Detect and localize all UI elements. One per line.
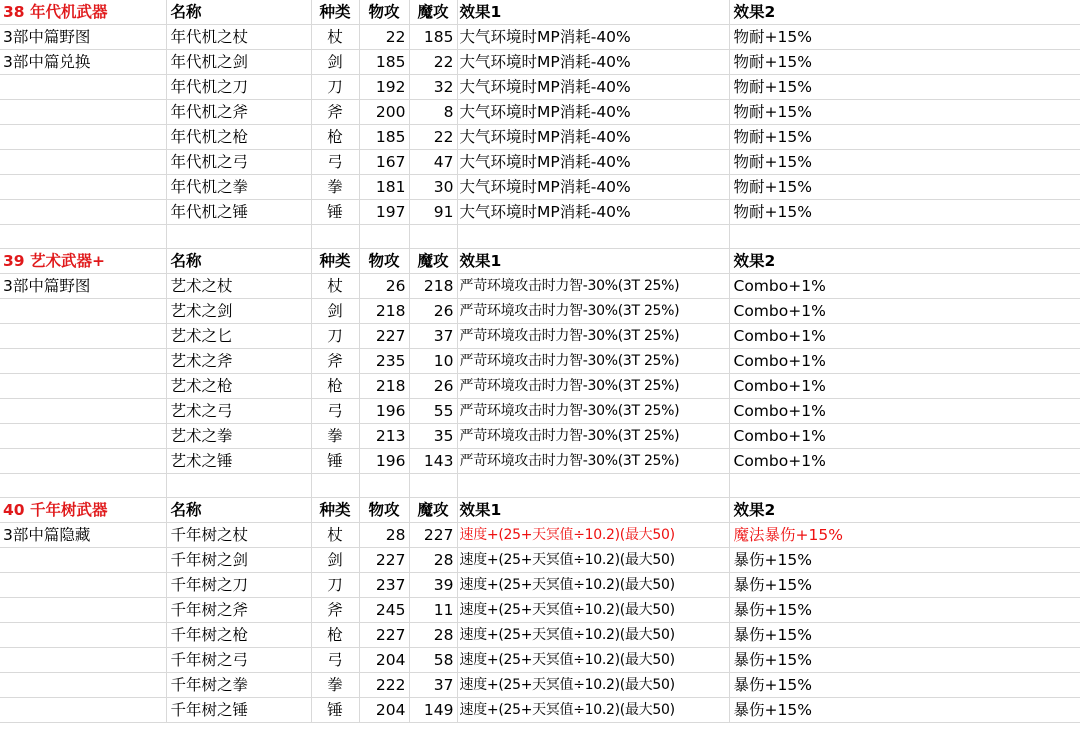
physical-attack[interactable]: 237 [359, 573, 409, 598]
empty-row [0, 474, 1080, 498]
source-cell[interactable] [0, 324, 166, 349]
magic-attack[interactable]: 28 [409, 623, 457, 648]
table-row [0, 200, 1080, 225]
physical-attack[interactable]: 204 [359, 648, 409, 673]
effect1[interactable]: 大气环境时MP消耗-40% [457, 175, 729, 200]
magic-attack[interactable]: 185 [409, 25, 457, 50]
effect1[interactable]: 大气环境时MP消耗-40% [457, 100, 729, 125]
effect1[interactable]: 速度+(25+天冥值÷10.2)(最大50) [457, 648, 729, 673]
table-row [0, 274, 1080, 299]
table-row [0, 75, 1080, 100]
magic-attack[interactable]: 11 [409, 598, 457, 623]
physical-attack[interactable]: 245 [359, 598, 409, 623]
section-header-row [0, 249, 1080, 274]
weapon-type[interactable]: 杖 [311, 274, 359, 299]
physical-attack[interactable]: 204 [359, 698, 409, 723]
header-effect2[interactable]: 效果2 [729, 498, 1080, 523]
effect1[interactable]: 速度+(25+天冥值÷10.2)(最大50) [457, 698, 729, 723]
effect2[interactable]: Combo+1% [729, 349, 1080, 374]
physical-attack[interactable]: 196 [359, 449, 409, 474]
table-row [0, 175, 1080, 200]
weapon-type[interactable]: 枪 [311, 125, 359, 150]
magic-attack[interactable]: 37 [409, 673, 457, 698]
physical-attack[interactable]: 28 [359, 523, 409, 548]
effect1[interactable]: 严苛环境攻击时力智-30%(3T 25%) [457, 324, 729, 349]
weapon-type[interactable]: 斧 [311, 100, 359, 125]
weapon-name[interactable]: 千年树之剑 [166, 548, 311, 573]
effect2[interactable]: 物耐+15% [729, 75, 1080, 100]
weapon-name[interactable]: 年代机之斧 [166, 100, 311, 125]
effect1[interactable]: 严苛环境攻击时力智-30%(3T 25%) [457, 274, 729, 299]
magic-attack[interactable]: 22 [409, 125, 457, 150]
physical-attack[interactable]: 22 [359, 25, 409, 50]
header-effect1[interactable]: 效果1 [457, 249, 729, 274]
weapon-type[interactable]: 锤 [311, 449, 359, 474]
table-row [0, 349, 1080, 374]
empty-cell[interactable] [729, 474, 1080, 498]
header-type[interactable]: 种类 [311, 249, 359, 274]
effect2[interactable]: 物耐+15% [729, 175, 1080, 200]
empty-cell[interactable] [409, 225, 457, 249]
physical-attack[interactable]: 227 [359, 324, 409, 349]
source-cell[interactable]: 3部中篇野图 [0, 25, 166, 50]
weapon-name[interactable]: 千年树之弓 [166, 648, 311, 673]
effect2[interactable]: 暴伤+15% [729, 648, 1080, 673]
magic-attack[interactable]: 47 [409, 150, 457, 175]
weapon-type[interactable]: 拳 [311, 673, 359, 698]
weapon-name[interactable]: 千年树之刀 [166, 573, 311, 598]
table-row [0, 25, 1080, 50]
magic-attack[interactable]: 22 [409, 50, 457, 75]
empty-row [0, 225, 1080, 249]
header-effect1[interactable]: 效果1 [457, 0, 729, 25]
header-type[interactable]: 种类 [311, 0, 359, 25]
source-cell[interactable] [0, 698, 166, 723]
weapon-type[interactable]: 弓 [311, 648, 359, 673]
weapon-type[interactable]: 拳 [311, 424, 359, 449]
physical-attack[interactable]: 181 [359, 175, 409, 200]
empty-cell[interactable] [457, 474, 729, 498]
effect2[interactable]: 物耐+15% [729, 200, 1080, 225]
table-row [0, 324, 1080, 349]
header-effect2[interactable]: 效果2 [729, 0, 1080, 25]
weapon-name[interactable]: 千年树之锤 [166, 698, 311, 723]
empty-cell[interactable] [166, 225, 311, 249]
weapon-name[interactable]: 艺术之弓 [166, 399, 311, 424]
effect1[interactable]: 严苛环境攻击时力智-30%(3T 25%) [457, 449, 729, 474]
effect2[interactable]: 物耐+15% [729, 125, 1080, 150]
weapon-name[interactable]: 艺术之杖 [166, 274, 311, 299]
effect2[interactable]: Combo+1% [729, 449, 1080, 474]
effect2[interactable]: 暴伤+15% [729, 698, 1080, 723]
physical-attack[interactable]: 192 [359, 75, 409, 100]
physical-attack[interactable]: 185 [359, 50, 409, 75]
effect2[interactable]: Combo+1% [729, 399, 1080, 424]
weapon-name[interactable]: 艺术之拳 [166, 424, 311, 449]
table-row [0, 548, 1080, 573]
weapon-name[interactable]: 艺术之剑 [166, 299, 311, 324]
effect1[interactable]: 严苛环境攻击时力智-30%(3T 25%) [457, 299, 729, 324]
source-cell[interactable] [0, 399, 166, 424]
weapon-type[interactable]: 剑 [311, 299, 359, 324]
source-cell[interactable] [0, 75, 166, 100]
effect1[interactable]: 速度+(25+天冥值÷10.2)(最大50) [457, 673, 729, 698]
effect2[interactable]: Combo+1% [729, 274, 1080, 299]
source-cell[interactable] [0, 125, 166, 150]
source-cell[interactable] [0, 548, 166, 573]
weapon-type[interactable]: 刀 [311, 573, 359, 598]
magic-attack[interactable]: 143 [409, 449, 457, 474]
weapon-name[interactable]: 年代机之剑 [166, 50, 311, 75]
header-matk[interactable]: 魔攻 [409, 498, 457, 523]
effect1[interactable]: 严苛环境攻击时力智-30%(3T 25%) [457, 424, 729, 449]
header-type[interactable]: 种类 [311, 498, 359, 523]
weapon-name[interactable]: 千年树之拳 [166, 673, 311, 698]
weapon-type[interactable]: 剑 [311, 548, 359, 573]
effect1[interactable]: 大气环境时MP消耗-40% [457, 125, 729, 150]
effect1[interactable]: 严苛环境攻击时力智-30%(3T 25%) [457, 374, 729, 399]
header-effect1[interactable]: 效果1 [457, 498, 729, 523]
weapon-name[interactable]: 艺术之匕 [166, 324, 311, 349]
weapon-name[interactable]: 千年树之斧 [166, 598, 311, 623]
magic-attack[interactable]: 39 [409, 573, 457, 598]
weapon-name[interactable]: 年代机之拳 [166, 175, 311, 200]
source-cell[interactable] [0, 100, 166, 125]
header-name[interactable]: 名称 [166, 498, 311, 523]
weapon-type[interactable]: 杖 [311, 25, 359, 50]
effect2[interactable]: 暴伤+15% [729, 598, 1080, 623]
weapon-type[interactable]: 刀 [311, 75, 359, 100]
physical-attack[interactable]: 227 [359, 548, 409, 573]
physical-attack[interactable]: 197 [359, 200, 409, 225]
empty-cell[interactable] [409, 474, 457, 498]
physical-attack[interactable]: 26 [359, 274, 409, 299]
section-title[interactable]: 40 千年树武器 [0, 498, 166, 523]
physical-attack[interactable]: 227 [359, 623, 409, 648]
weapon-type[interactable]: 弓 [311, 399, 359, 424]
empty-cell[interactable] [311, 474, 359, 498]
effect1[interactable]: 大气环境时MP消耗-40% [457, 50, 729, 75]
magic-attack[interactable]: 26 [409, 374, 457, 399]
magic-attack[interactable]: 91 [409, 200, 457, 225]
empty-cell[interactable] [359, 225, 409, 249]
table-row [0, 449, 1080, 474]
weapon-type[interactable]: 弓 [311, 150, 359, 175]
section-title[interactable]: 39 艺术武器+ [0, 249, 166, 274]
magic-attack[interactable]: 37 [409, 324, 457, 349]
effect1[interactable]: 大气环境时MP消耗-40% [457, 75, 729, 100]
physical-attack[interactable]: 235 [359, 349, 409, 374]
physical-attack[interactable]: 218 [359, 299, 409, 324]
empty-cell[interactable] [729, 225, 1080, 249]
weapon-name[interactable]: 年代机之杖 [166, 25, 311, 50]
table-row [0, 573, 1080, 598]
weapon-type[interactable]: 拳 [311, 175, 359, 200]
physical-attack[interactable]: 213 [359, 424, 409, 449]
magic-attack[interactable]: 218 [409, 274, 457, 299]
effect2[interactable]: Combo+1% [729, 374, 1080, 399]
magic-attack[interactable]: 227 [409, 523, 457, 548]
source-cell[interactable] [0, 673, 166, 698]
empty-cell[interactable] [166, 474, 311, 498]
magic-attack[interactable]: 26 [409, 299, 457, 324]
weapon-type[interactable]: 刀 [311, 324, 359, 349]
physical-attack[interactable]: 185 [359, 125, 409, 150]
table-row [0, 698, 1080, 723]
header-patk[interactable]: 物攻 [359, 249, 409, 274]
table-row [0, 100, 1080, 125]
effect2[interactable]: 物耐+15% [729, 150, 1080, 175]
weapon-name[interactable]: 年代机之刀 [166, 75, 311, 100]
magic-attack[interactable]: 35 [409, 424, 457, 449]
magic-attack[interactable]: 28 [409, 548, 457, 573]
table-row [0, 150, 1080, 175]
header-effect2[interactable]: 效果2 [729, 249, 1080, 274]
empty-cell[interactable] [311, 225, 359, 249]
weapon-name[interactable]: 年代机之枪 [166, 125, 311, 150]
magic-attack[interactable]: 149 [409, 698, 457, 723]
header-matk[interactable]: 魔攻 [409, 249, 457, 274]
source-cell[interactable]: 3部中篇野图 [0, 274, 166, 299]
effect1[interactable]: 速度+(25+天冥值÷10.2)(最大50) [457, 598, 729, 623]
source-cell[interactable] [0, 449, 166, 474]
magic-attack[interactable]: 30 [409, 175, 457, 200]
section-title[interactable]: 38 年代机武器 [0, 0, 166, 25]
empty-cell[interactable] [457, 225, 729, 249]
section-header-row [0, 0, 1080, 25]
empty-cell[interactable] [0, 225, 166, 249]
table-row [0, 623, 1080, 648]
effect1[interactable]: 速度+(25+天冥值÷10.2)(最大50) [457, 573, 729, 598]
physical-attack[interactable]: 200 [359, 100, 409, 125]
magic-attack[interactable]: 8 [409, 100, 457, 125]
effect1[interactable]: 严苛环境攻击时力智-30%(3T 25%) [457, 399, 729, 424]
header-patk[interactable]: 物攻 [359, 498, 409, 523]
effect1[interactable]: 大气环境时MP消耗-40% [457, 150, 729, 175]
weapon-name[interactable]: 年代机之弓 [166, 150, 311, 175]
effect1[interactable]: 严苛环境攻击时力智-30%(3T 25%) [457, 349, 729, 374]
effect2[interactable]: Combo+1% [729, 424, 1080, 449]
effect1[interactable]: 速度+(25+天冥值÷10.2)(最大50) [457, 523, 729, 548]
effect2[interactable]: 物耐+15% [729, 100, 1080, 125]
source-cell[interactable] [0, 349, 166, 374]
table-row [0, 374, 1080, 399]
source-cell[interactable] [0, 299, 166, 324]
magic-attack[interactable]: 58 [409, 648, 457, 673]
weapon-type[interactable]: 斧 [311, 598, 359, 623]
weapon-type[interactable]: 杖 [311, 523, 359, 548]
source-cell[interactable] [0, 374, 166, 399]
weapon-name[interactable]: 艺术之枪 [166, 374, 311, 399]
physical-attack[interactable]: 167 [359, 150, 409, 175]
weapon-type[interactable]: 枪 [311, 623, 359, 648]
source-cell[interactable] [0, 150, 166, 175]
magic-attack[interactable]: 32 [409, 75, 457, 100]
section-header-row [0, 498, 1080, 523]
table-row [0, 523, 1080, 548]
header-name[interactable]: 名称 [166, 0, 311, 25]
physical-attack[interactable]: 218 [359, 374, 409, 399]
effect1[interactable]: 大气环境时MP消耗-40% [457, 25, 729, 50]
effect2[interactable]: 暴伤+15% [729, 623, 1080, 648]
effect2[interactable]: Combo+1% [729, 299, 1080, 324]
weapon-name[interactable]: 艺术之锤 [166, 449, 311, 474]
header-name[interactable]: 名称 [166, 249, 311, 274]
source-cell[interactable] [0, 623, 166, 648]
empty-cell[interactable] [0, 474, 166, 498]
table-row [0, 50, 1080, 75]
effect2[interactable]: 魔法暴伤+15% [729, 523, 1080, 548]
source-cell[interactable] [0, 424, 166, 449]
effect2[interactable]: 暴伤+15% [729, 673, 1080, 698]
weapon-type[interactable]: 锤 [311, 200, 359, 225]
physical-attack[interactable]: 196 [359, 399, 409, 424]
weapon-name[interactable]: 千年树之枪 [166, 623, 311, 648]
source-cell[interactable]: 3部中篇兑换 [0, 50, 166, 75]
magic-attack[interactable]: 10 [409, 349, 457, 374]
table-row [0, 598, 1080, 623]
source-cell[interactable] [0, 598, 166, 623]
source-cell[interactable] [0, 573, 166, 598]
effect1[interactable]: 速度+(25+天冥值÷10.2)(最大50) [457, 548, 729, 573]
source-cell[interactable]: 3部中篇隐藏 [0, 523, 166, 548]
table-row [0, 399, 1080, 424]
weapon-type[interactable]: 枪 [311, 374, 359, 399]
weapon-type[interactable]: 剑 [311, 50, 359, 75]
header-matk[interactable]: 魔攻 [409, 0, 457, 25]
physical-attack[interactable]: 222 [359, 673, 409, 698]
effect1[interactable]: 速度+(25+天冥值÷10.2)(最大50) [457, 623, 729, 648]
weapon-name[interactable]: 千年树之杖 [166, 523, 311, 548]
source-cell[interactable] [0, 200, 166, 225]
empty-cell[interactable] [359, 474, 409, 498]
effect2[interactable]: 暴伤+15% [729, 548, 1080, 573]
source-cell[interactable] [0, 175, 166, 200]
table-row [0, 673, 1080, 698]
table-row [0, 125, 1080, 150]
weapon-type[interactable]: 斧 [311, 349, 359, 374]
table-row [0, 424, 1080, 449]
effect2[interactable]: Combo+1% [729, 324, 1080, 349]
weapon-name[interactable]: 艺术之斧 [166, 349, 311, 374]
weapon-name[interactable]: 年代机之锤 [166, 200, 311, 225]
effect2[interactable]: 暴伤+15% [729, 573, 1080, 598]
source-cell[interactable] [0, 648, 166, 673]
effect2[interactable]: 物耐+15% [729, 50, 1080, 75]
magic-attack[interactable]: 55 [409, 399, 457, 424]
table-row [0, 299, 1080, 324]
table-row [0, 648, 1080, 673]
header-patk[interactable]: 物攻 [359, 0, 409, 25]
weapon-type[interactable]: 锤 [311, 698, 359, 723]
effect1[interactable]: 大气环境时MP消耗-40% [457, 200, 729, 225]
effect2[interactable]: 物耐+15% [729, 25, 1080, 50]
